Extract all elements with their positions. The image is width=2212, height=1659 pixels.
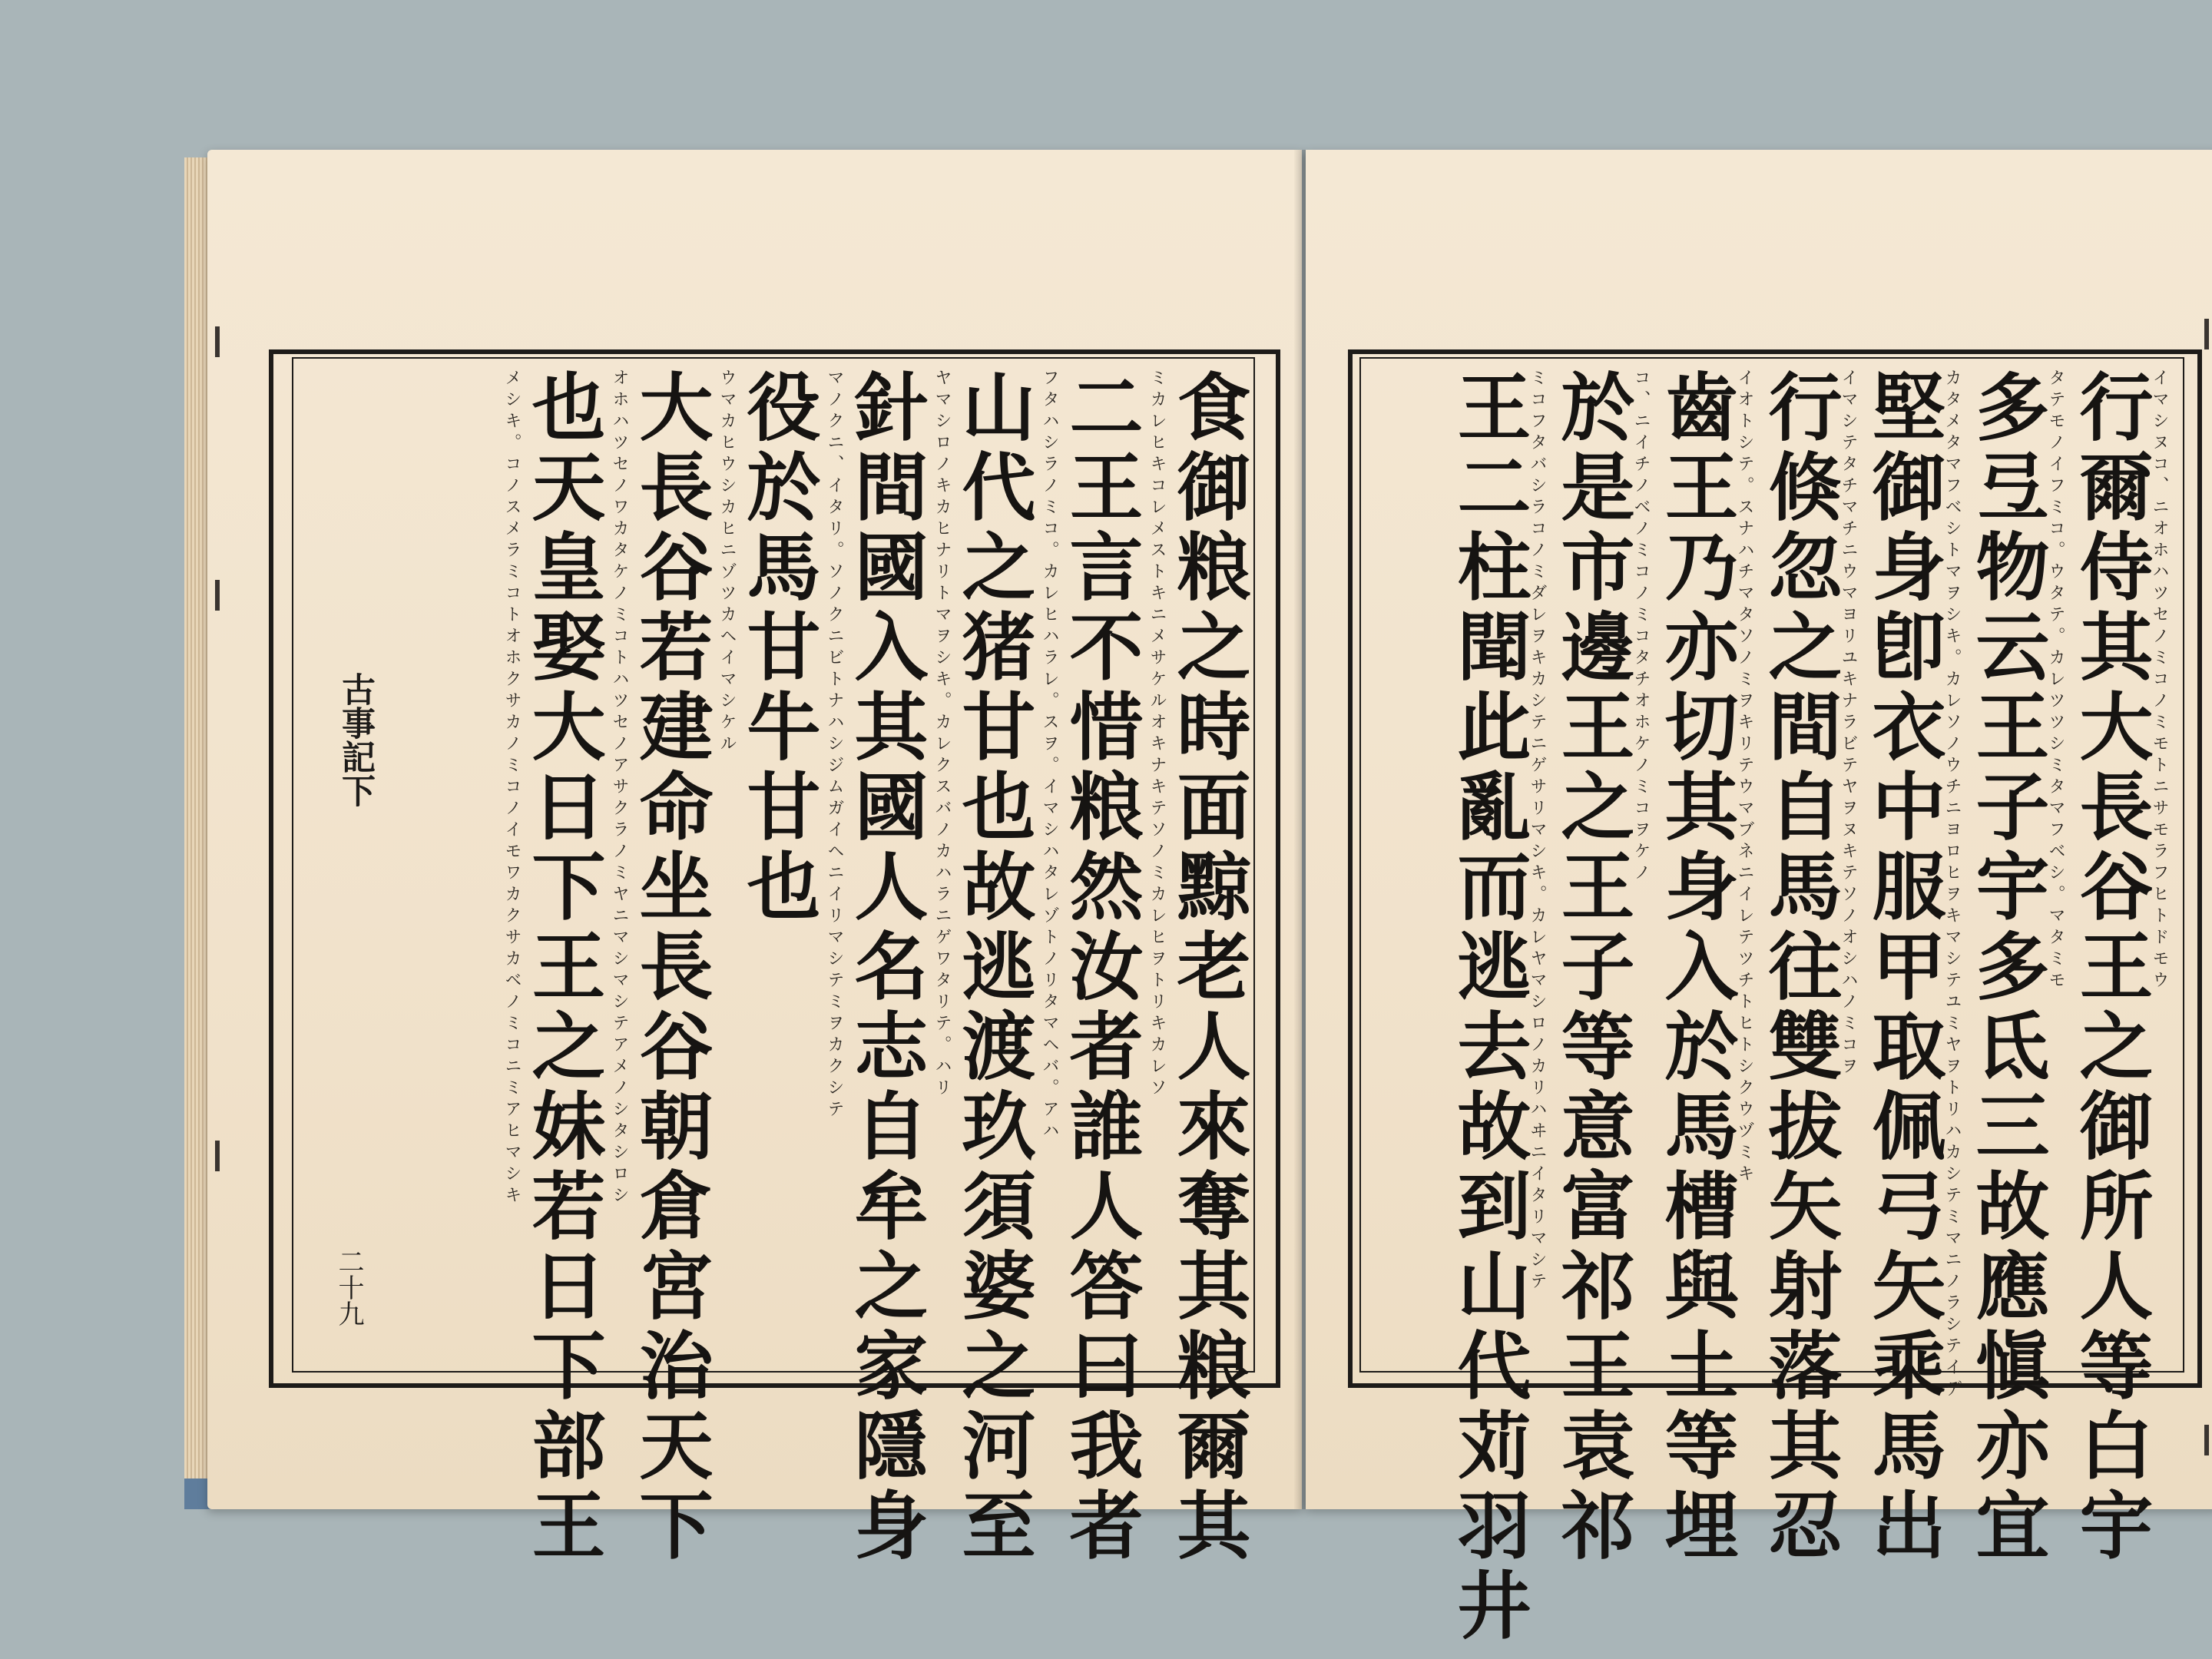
right-page — [1306, 150, 2212, 1647]
furigana-column: マノクニ、イタリ。ソノクニビトナハシジムガイヘニイリマシテミヲカクシテ — [825, 369, 844, 1121]
furigana-column: コ、ニイチノベノミコノミコタチオホケノミコヲケノ — [1631, 369, 1651, 885]
furigana-column: ミカレヒキコレメストキニメサケルオキナキテソノミカレヒヲトリキカレソ — [1147, 369, 1167, 1100]
text-column: 行倏忽之間自馬往雙拔矢射落其忍 — [1757, 369, 1843, 1567]
furigana-column: オホハツセノワカタケノミコトハツセノアサクラノミヤニマシマシテアメノシタシロシ — [610, 369, 629, 1207]
open-book — [184, 142, 2169, 1647]
furigana-column: カタメタマフベシトマヲシキ。カレソノウチニヨロヒヲキマシテユミヤヲトリハカシテミマニノラシテイデ — [1942, 369, 1962, 1401]
text-column: 齒王乃亦切其身入於馬槽與土等埋 — [1653, 369, 1740, 1567]
text-column: 堅御身卽衣中服甲取佩弓矢乘馬出 — [1860, 369, 1947, 1567]
text-column: 多弖物云王子宇多氐三故應愼亦宜 — [1964, 369, 2051, 1567]
furigana-column: ミコフタバシラコノミダレヲキカシテニゲサリマシキ。カレヤマシロノカリハヰニイタリマシテ — [1528, 369, 1547, 1293]
left-page — [207, 150, 1302, 1567]
text-column: 王二柱聞此亂而逃去故到山代苅羽井 — [1445, 369, 1532, 1647]
furigana-column: イマシヌコ、ニオホハツセノミコノミモトニサモラフヒトドモウ — [2150, 369, 2169, 992]
furigana-column: ヤマシロノキカヒナリトマヲシキ。カレクスバノカハラニゲワタリテ。ハリ — [932, 369, 952, 1100]
page-number: 二十九 — [333, 1248, 364, 1326]
binding-stitch — [2204, 319, 2209, 349]
binding-stitch — [215, 580, 220, 611]
margin-title: 古事記下 — [336, 672, 375, 807]
binding-stitch — [215, 1141, 220, 1171]
text-column: 二王言不惜粮然汝者誰人答曰我者 — [1058, 369, 1144, 1567]
text-column: 也天皇娶大日下王之妹若日下部王 — [520, 369, 607, 1567]
binding-stitch — [2204, 1425, 2209, 1455]
binding-stitch — [215, 326, 220, 357]
text-column: 山代之猪甘也故逃渡玖須婆之河至 — [950, 369, 1037, 1567]
text-column: 役於馬甘牛甘也 — [735, 369, 822, 928]
text-column: 針間國入其國人名志自牟之家隱身 — [843, 369, 929, 1567]
furigana-column: イマシテタチマチニウマヨリユキナラビテヤヲヌキテソノオシハノミコヲ — [1839, 369, 1858, 1078]
furigana-column: メシキ。コノスメラミコトオホクサカノミコノイモワカクサカベノミコニミアヒマシキ — [502, 369, 522, 1207]
furigana-column: イオトシテ。スナハチマタソノミヲキリテウマブネニイレテツチトヒトシクウヅミキ — [1735, 369, 1754, 1186]
furigana-column: フタハシラノミコ。カレヒハラレ。スヲ。イマシハタレゾトノリタマヘバ。アハ — [1040, 369, 1059, 1143]
text-column: 行爾侍其大長谷王之御所人等白宇 — [2068, 369, 2154, 1567]
furigana-column: タテモノイフミコ。ウタテ。カレツツシミタマフベシ。マタミモ — [2046, 369, 2065, 992]
text-column: 大長谷若建命坐長谷朝倉宮治天下 — [628, 369, 714, 1567]
left-page-edges — [184, 157, 209, 1502]
furigana-column: ウマカヒウシカヒニゾツカヘイマシケル — [717, 369, 737, 756]
text-column: 食御粮之時面黥老人來奪其粮爾其 — [1165, 369, 1252, 1567]
text-column: 於是市邊王之王子等意富祁王袁祁 — [1549, 369, 1636, 1567]
